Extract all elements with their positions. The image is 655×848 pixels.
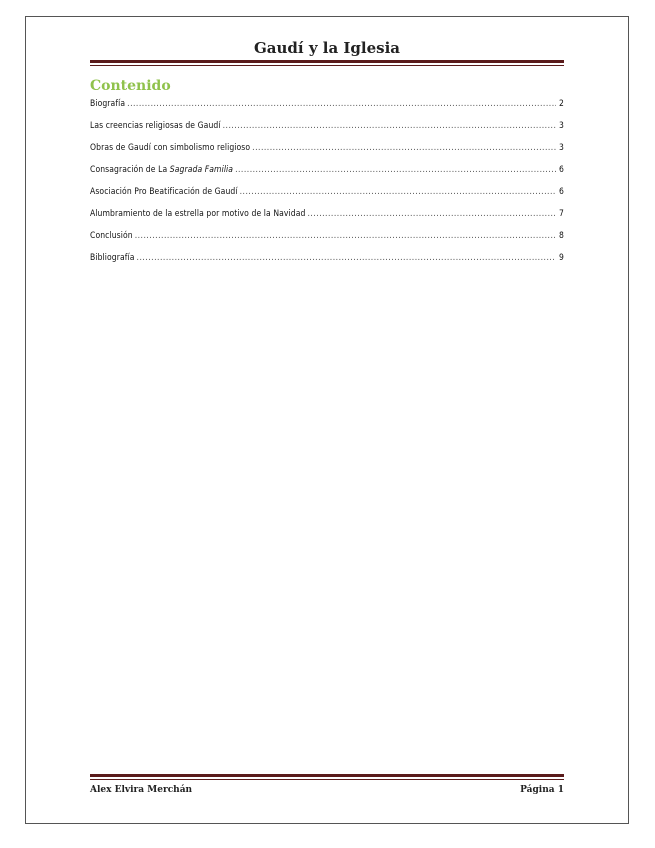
toc-dot-leader [137, 253, 556, 263]
toc-dot-leader [252, 143, 556, 153]
toc-entry-biografia[interactable] [90, 99, 564, 121]
toc-entry-label: Consagración de La Sagrada Familia [90, 165, 234, 175]
toc-dot-leader [240, 187, 556, 197]
toc-dot-leader [223, 121, 556, 131]
toc-dot-leader [135, 231, 556, 241]
toc-entry-page: 6 [559, 187, 564, 197]
toc-dot-leader [127, 99, 556, 109]
header-rule [90, 60, 564, 63]
toc-entry-label: Bibliografía [90, 253, 135, 263]
toc-entry-page: 8 [559, 231, 564, 241]
toc-entry-obras[interactable] [90, 143, 564, 165]
toc-entry-label: Biografía [90, 99, 126, 109]
toc-entry-label: Obras de Gaudí con simbolismo religioso [90, 143, 251, 153]
toc-entry-page: 3 [559, 143, 564, 153]
table-of-contents [90, 99, 564, 275]
toc-entry-consagracion[interactable] [90, 165, 564, 187]
toc-entry-conclusion[interactable] [90, 231, 564, 253]
document-page [25, 16, 629, 824]
toc-heading: Contenido [90, 78, 171, 94]
toc-entry-creencias[interactable] [90, 121, 564, 143]
toc-entry-page: 7 [559, 209, 564, 219]
toc-entry-alumbramiento[interactable] [90, 209, 564, 231]
toc-entry-page: 6 [559, 165, 564, 175]
toc-entry-bibliografia[interactable] [90, 253, 564, 275]
toc-dot-leader [307, 209, 556, 219]
toc-entry-page: 9 [559, 253, 564, 263]
toc-entry-label: Asociación Pro Beatificación de Gaudí [90, 187, 238, 197]
document-header-title: Gaudí y la Iglesia [253, 39, 401, 57]
toc-dot-leader [235, 165, 556, 175]
toc-entry-page: 2 [559, 99, 564, 109]
toc-entry-label: Conclusión [90, 231, 133, 241]
footer-page-number: Página 1 [520, 785, 564, 795]
footer-rule [90, 774, 564, 777]
toc-entry-label: Las creencias religiosas de Gaudí [90, 121, 221, 131]
footer-author: Alex Elvira Merchán [90, 785, 193, 795]
toc-entry-page: 3 [559, 121, 564, 131]
toc-entry-asociacion[interactable] [90, 187, 564, 209]
toc-entry-label: Alumbramiento de la estrella por motivo de la Navidad [90, 209, 306, 219]
